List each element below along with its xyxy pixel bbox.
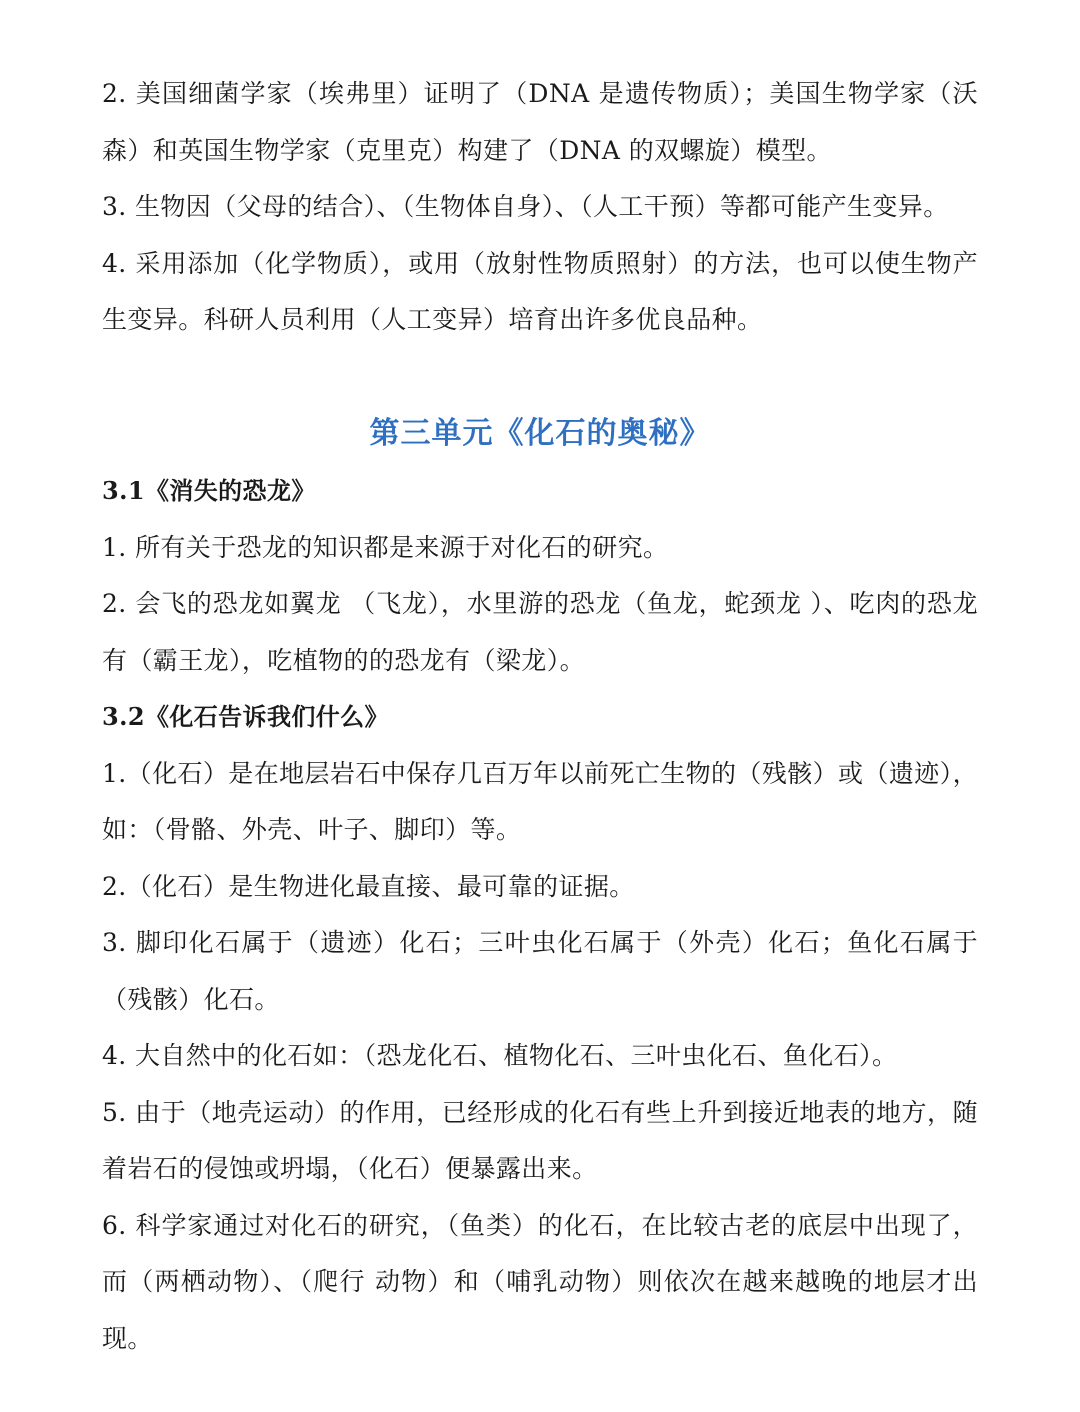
list-item: 5. 由于（地壳运动）的作用，已经形成的化石有些上升到接近地表的地方，随着岩石的侵蚀或坍塌，（化石）便暴露出来。 [102, 1097, 978, 1183]
section-title-3-2: 3.2《化石告诉我们什么》 [102, 702, 389, 731]
list-item: 2. 会飞的恐龙如翼龙 （飞龙），水里游的恐龙（鱼龙，蛇颈龙 ）、吃肉的恐龙有（霸王龙），吃植物的的恐龙有（梁龙）。 [102, 589, 978, 675]
list-item: 1.（化石）是在地层岩石中保存几百万年以前死亡生物的（残骸）或（遗迹），如：（骨骼、外壳、叶子、脚印）等。 [102, 758, 978, 844]
unit-content [102, 463, 978, 1367]
unit-title: 第三单元《化石的奥秘》 [369, 416, 711, 451]
list-item: 4. 采用添加（化学物质），或用（放射性物质照射）的方法，也可以使生物产生变异。科研人员利用（人工变异）培育出许多优良品种。 [102, 248, 978, 334]
list-item: 2.（化石）是生物进化最直接、最可靠的证据。 [102, 871, 635, 901]
list-item: 4. 大自然中的化石如：（恐龙化石、植物化石、三叶虫化石、鱼化石）。 [102, 1041, 898, 1070]
list-item: 2. 美国细菌学家（埃弗里）证明了（DNA 是遗传物质）；美国生物学家（沃森）和英国生物学家（克里克）构建了（DNA 的双螺旋）模型。 [102, 79, 978, 165]
continued-items [102, 66, 978, 349]
list-item: 6. 科学家通过对化石的研究，（鱼类）的化石，在比较古老的底层中出现了，而（两栖动物）、（爬行 动物）和（哺乳动物）则依次在越来越晚的地层才出现。 [102, 1210, 978, 1353]
section-title-3-1: 3.1《消失的恐龙》 [102, 476, 316, 505]
list-item: 1. 所有关于恐龙的知识都是来源于对化石的研究。 [102, 532, 669, 562]
list-item: 3. 生物因（父母的结合）、（生物体自身）、（人工干预）等都可能产生变异。 [102, 192, 949, 221]
list-item: 3. 脚印化石属于（遗迹）化石；三叶虫化石属于（外壳）化石；鱼化石属于（残骸）化石。 [102, 928, 978, 1014]
